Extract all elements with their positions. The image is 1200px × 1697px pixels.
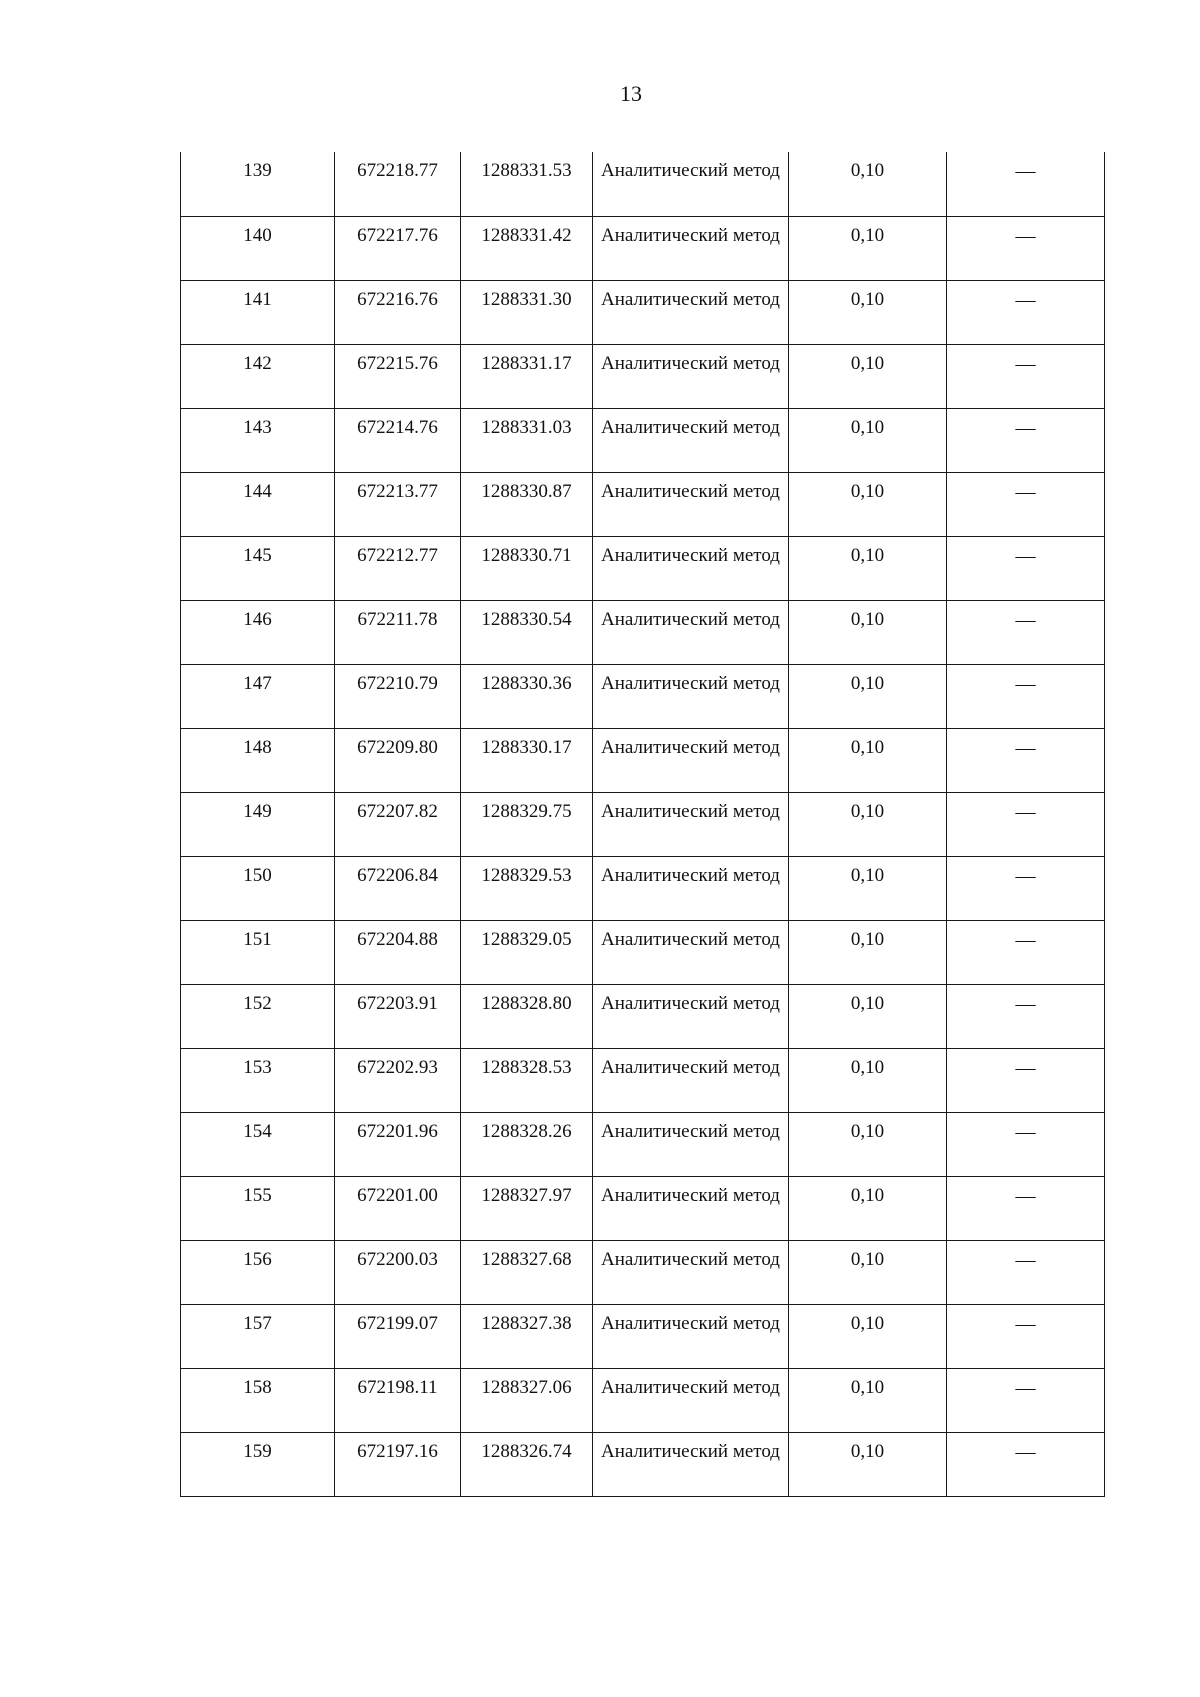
note-cell: — <box>947 152 1105 216</box>
y-coordinate-cell: 1288328.53 <box>461 1048 593 1112</box>
point-number-cell: 149 <box>181 792 335 856</box>
point-number-cell: 141 <box>181 280 335 344</box>
method-cell: Аналитический метод <box>593 1432 789 1496</box>
point-number-cell: 140 <box>181 216 335 280</box>
point-number-cell: 155 <box>181 1176 335 1240</box>
table-row <box>181 664 1105 728</box>
y-coordinate-cell: 1288328.80 <box>461 984 593 1048</box>
note-cell: — <box>947 536 1105 600</box>
accuracy-cell: 0,10 <box>789 664 947 728</box>
x-coordinate-cell: 672201.00 <box>335 1176 461 1240</box>
point-number-cell: 157 <box>181 1304 335 1368</box>
accuracy-cell: 0,10 <box>789 600 947 664</box>
note-cell: — <box>947 728 1105 792</box>
table-row <box>181 1304 1105 1368</box>
accuracy-cell: 0,10 <box>789 1304 947 1368</box>
x-coordinate-cell: 672214.76 <box>335 408 461 472</box>
x-coordinate-cell: 672217.76 <box>335 216 461 280</box>
x-coordinate-cell: 672209.80 <box>335 728 461 792</box>
table-row <box>181 1240 1105 1304</box>
table-row <box>181 1112 1105 1176</box>
note-cell: — <box>947 792 1105 856</box>
note-cell: — <box>947 408 1105 472</box>
x-coordinate-cell: 672204.88 <box>335 920 461 984</box>
note-cell: — <box>947 1432 1105 1496</box>
table-row <box>181 728 1105 792</box>
point-number-cell: 143 <box>181 408 335 472</box>
method-cell: Аналитический метод <box>593 472 789 536</box>
y-coordinate-cell: 1288327.68 <box>461 1240 593 1304</box>
point-number-cell: 151 <box>181 920 335 984</box>
note-cell: — <box>947 920 1105 984</box>
accuracy-cell: 0,10 <box>789 792 947 856</box>
method-cell: Аналитический метод <box>593 792 789 856</box>
page-number: 13 <box>620 81 642 106</box>
method-cell: Аналитический метод <box>593 1048 789 1112</box>
note-cell: — <box>947 280 1105 344</box>
y-coordinate-cell: 1288329.53 <box>461 856 593 920</box>
accuracy-cell: 0,10 <box>789 856 947 920</box>
point-number-cell: 139 <box>181 152 335 216</box>
accuracy-cell: 0,10 <box>789 1432 947 1496</box>
y-coordinate-cell: 1288330.71 <box>461 536 593 600</box>
x-coordinate-cell: 672215.76 <box>335 344 461 408</box>
note-cell: — <box>947 856 1105 920</box>
x-coordinate-cell: 672203.91 <box>335 984 461 1048</box>
method-cell: Аналитический метод <box>593 536 789 600</box>
method-cell: Аналитический метод <box>593 920 789 984</box>
x-coordinate-cell: 672199.07 <box>335 1304 461 1368</box>
point-number-cell: 147 <box>181 664 335 728</box>
accuracy-cell: 0,10 <box>789 1176 947 1240</box>
table-row <box>181 984 1105 1048</box>
table-row <box>181 280 1105 344</box>
y-coordinate-cell: 1288330.36 <box>461 664 593 728</box>
x-coordinate-cell: 672206.84 <box>335 856 461 920</box>
x-coordinate-cell: 672218.77 <box>335 152 461 216</box>
table-row <box>181 408 1105 472</box>
x-coordinate-cell: 672200.03 <box>335 1240 461 1304</box>
method-cell: Аналитический метод <box>593 856 789 920</box>
x-coordinate-cell: 672198.11 <box>335 1368 461 1432</box>
y-coordinate-cell: 1288329.75 <box>461 792 593 856</box>
point-number-cell: 154 <box>181 1112 335 1176</box>
accuracy-cell: 0,10 <box>789 280 947 344</box>
y-coordinate-cell: 1288330.54 <box>461 600 593 664</box>
y-coordinate-cell: 1288329.05 <box>461 920 593 984</box>
note-cell: — <box>947 1368 1105 1432</box>
method-cell: Аналитический метод <box>593 408 789 472</box>
y-coordinate-cell: 1288331.03 <box>461 408 593 472</box>
accuracy-cell: 0,10 <box>789 920 947 984</box>
table-row <box>181 152 1105 216</box>
accuracy-cell: 0,10 <box>789 1112 947 1176</box>
x-coordinate-cell: 672207.82 <box>335 792 461 856</box>
y-coordinate-cell: 1288327.06 <box>461 1368 593 1432</box>
x-coordinate-cell: 672216.76 <box>335 280 461 344</box>
x-coordinate-cell: 672211.78 <box>335 600 461 664</box>
coordinates-table <box>180 152 1105 1497</box>
table-row <box>181 472 1105 536</box>
accuracy-cell: 0,10 <box>789 1048 947 1112</box>
note-cell: — <box>947 984 1105 1048</box>
point-number-cell: 158 <box>181 1368 335 1432</box>
accuracy-cell: 0,10 <box>789 1240 947 1304</box>
note-cell: — <box>947 600 1105 664</box>
point-number-cell: 148 <box>181 728 335 792</box>
y-coordinate-cell: 1288327.38 <box>461 1304 593 1368</box>
table-row <box>181 1368 1105 1432</box>
accuracy-cell: 0,10 <box>789 728 947 792</box>
accuracy-cell: 0,10 <box>789 536 947 600</box>
accuracy-cell: 0,10 <box>789 1368 947 1432</box>
accuracy-cell: 0,10 <box>789 984 947 1048</box>
method-cell: Аналитический метод <box>593 1304 789 1368</box>
note-cell: — <box>947 472 1105 536</box>
method-cell: Аналитический метод <box>593 1112 789 1176</box>
method-cell: Аналитический метод <box>593 1240 789 1304</box>
table-row <box>181 600 1105 664</box>
coordinates-table-body <box>181 152 1105 1496</box>
table-row <box>181 856 1105 920</box>
method-cell: Аналитический метод <box>593 344 789 408</box>
y-coordinate-cell: 1288330.17 <box>461 728 593 792</box>
note-cell: — <box>947 1240 1105 1304</box>
y-coordinate-cell: 1288331.30 <box>461 280 593 344</box>
note-cell: — <box>947 1304 1105 1368</box>
y-coordinate-cell: 1288331.42 <box>461 216 593 280</box>
x-coordinate-cell: 672197.16 <box>335 1432 461 1496</box>
method-cell: Аналитический метод <box>593 280 789 344</box>
point-number-cell: 153 <box>181 1048 335 1112</box>
table-row <box>181 1048 1105 1112</box>
method-cell: Аналитический метод <box>593 1368 789 1432</box>
point-number-cell: 150 <box>181 856 335 920</box>
method-cell: Аналитический метод <box>593 664 789 728</box>
point-number-cell: 156 <box>181 1240 335 1304</box>
accuracy-cell: 0,10 <box>789 216 947 280</box>
accuracy-cell: 0,10 <box>789 472 947 536</box>
note-cell: — <box>947 1176 1105 1240</box>
method-cell: Аналитический метод <box>593 728 789 792</box>
table-row <box>181 344 1105 408</box>
table-row <box>181 1176 1105 1240</box>
x-coordinate-cell: 672213.77 <box>335 472 461 536</box>
method-cell: Аналитический метод <box>593 216 789 280</box>
note-cell: — <box>947 216 1105 280</box>
table-row <box>181 792 1105 856</box>
note-cell: — <box>947 1048 1105 1112</box>
method-cell: Аналитический метод <box>593 984 789 1048</box>
point-number-cell: 159 <box>181 1432 335 1496</box>
y-coordinate-cell: 1288327.97 <box>461 1176 593 1240</box>
method-cell: Аналитический метод <box>593 600 789 664</box>
method-cell: Аналитический метод <box>593 152 789 216</box>
note-cell: — <box>947 1112 1105 1176</box>
table-row <box>181 1432 1105 1496</box>
x-coordinate-cell: 672202.93 <box>335 1048 461 1112</box>
table-row <box>181 536 1105 600</box>
point-number-cell: 152 <box>181 984 335 1048</box>
y-coordinate-cell: 1288331.17 <box>461 344 593 408</box>
point-number-cell: 144 <box>181 472 335 536</box>
y-coordinate-cell: 1288331.53 <box>461 152 593 216</box>
x-coordinate-cell: 672210.79 <box>335 664 461 728</box>
note-cell: — <box>947 344 1105 408</box>
accuracy-cell: 0,10 <box>789 152 947 216</box>
note-cell: — <box>947 664 1105 728</box>
x-coordinate-cell: 672201.96 <box>335 1112 461 1176</box>
accuracy-cell: 0,10 <box>789 408 947 472</box>
y-coordinate-cell: 1288330.87 <box>461 472 593 536</box>
table-row <box>181 920 1105 984</box>
accuracy-cell: 0,10 <box>789 344 947 408</box>
table-row <box>181 216 1105 280</box>
x-coordinate-cell: 672212.77 <box>335 536 461 600</box>
y-coordinate-cell: 1288326.74 <box>461 1432 593 1496</box>
method-cell: Аналитический метод <box>593 1176 789 1240</box>
y-coordinate-cell: 1288328.26 <box>461 1112 593 1176</box>
point-number-cell: 146 <box>181 600 335 664</box>
point-number-cell: 142 <box>181 344 335 408</box>
point-number-cell: 145 <box>181 536 335 600</box>
